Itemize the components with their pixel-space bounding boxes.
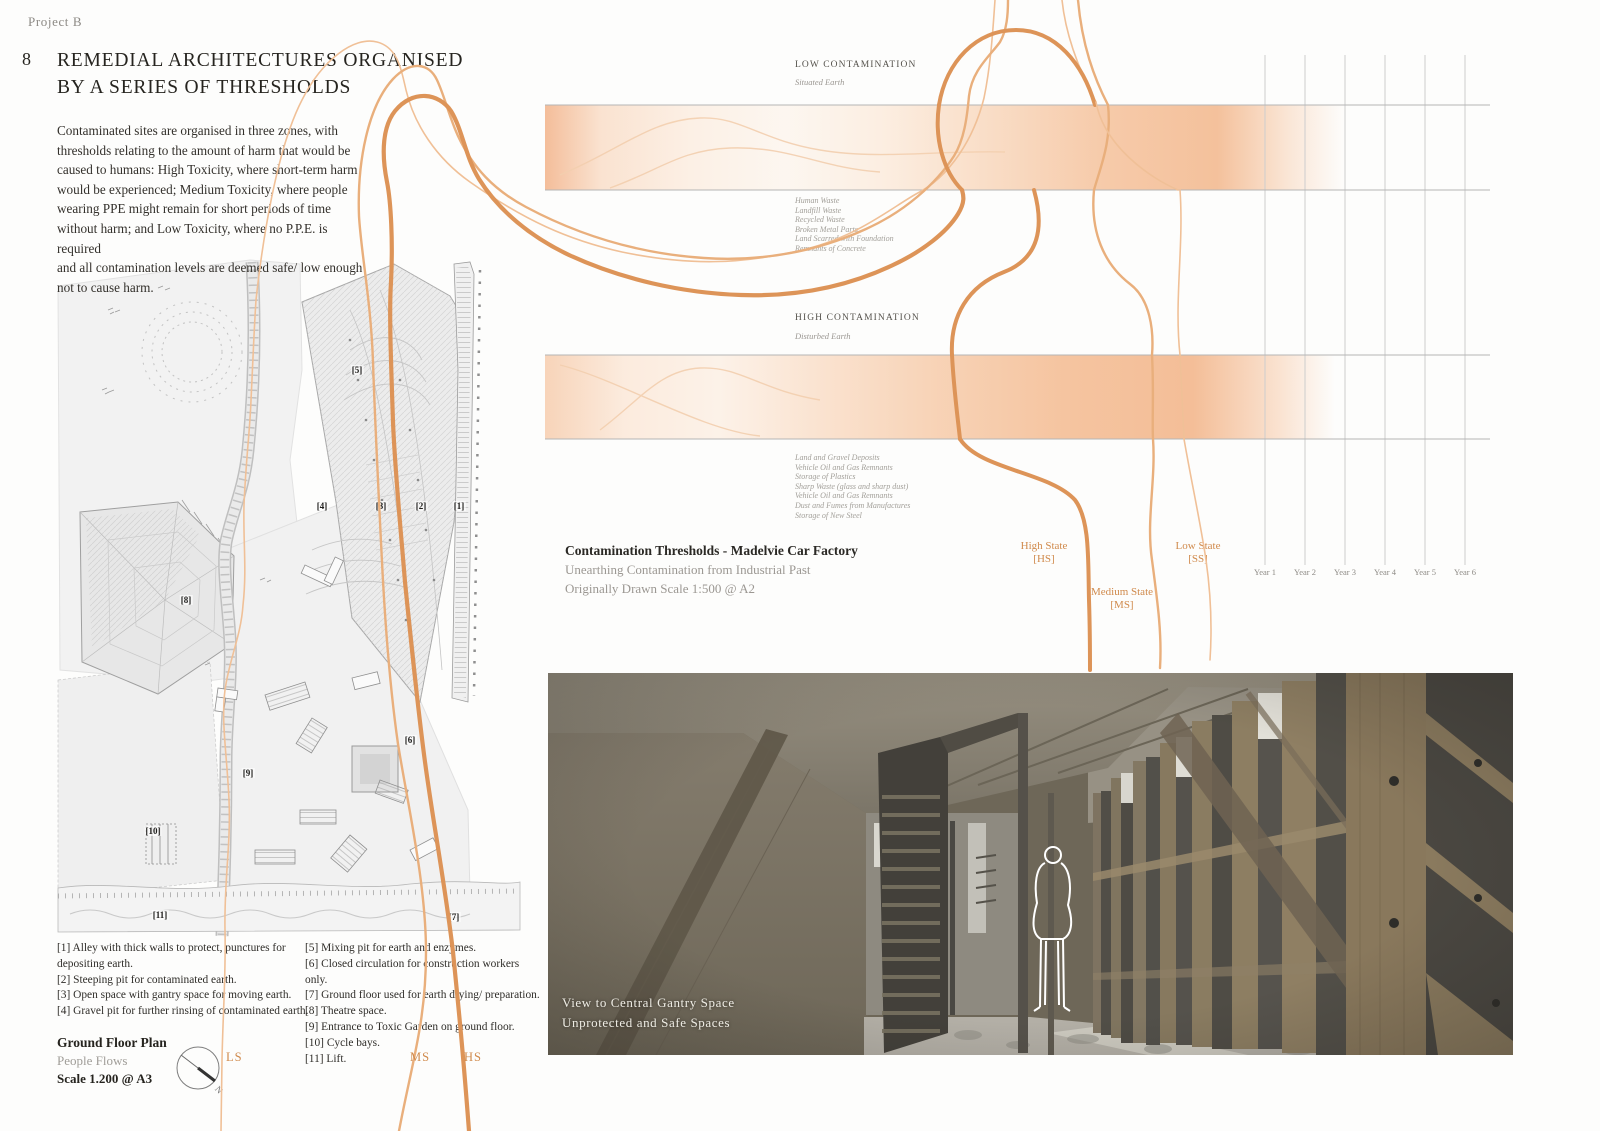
low-contamination-sublabel: Situated Earth xyxy=(795,77,845,87)
plan-marker: [6] xyxy=(404,735,416,745)
project-label: Project B xyxy=(28,14,83,29)
list-item: [9] Entrance to Toxic Garden on ground floor. xyxy=(305,1020,515,1033)
diagram-scale: Originally Drawn Scale 1:500 @ A2 xyxy=(565,581,755,596)
flow-label-ms: MS xyxy=(410,1050,431,1064)
plan-marker: [11] xyxy=(152,910,168,920)
plan-marker: [4] xyxy=(316,501,328,511)
high-contamination-list xyxy=(795,453,910,520)
plan-marker: [1] xyxy=(453,501,465,511)
plan-title-block xyxy=(57,1035,167,1087)
list-item: [2] Steeping pit for contaminated earth. xyxy=(57,973,237,986)
state-label: Low State [SS] xyxy=(1175,540,1221,565)
diagram-caption xyxy=(565,543,858,597)
list-item: [3] Open space with gantry space for moving earth. xyxy=(57,989,292,1002)
list-item: [11] Lift. xyxy=(305,1052,347,1065)
list-item: [8] Theatre space. xyxy=(305,1005,387,1018)
list-item: Human Waste xyxy=(795,196,840,205)
list-item: [4] Gravel pit for further rinsing of contaminated earth. xyxy=(57,1005,309,1018)
high-contamination-sublabel: Disturbed Earth xyxy=(795,331,851,341)
render-caption: View to Central Gantry Space Unprotected and Safe Spaces xyxy=(562,995,735,1030)
ground-floor-plan xyxy=(50,250,530,940)
page-title: REMEDIAL ARCHITECTURES ORGANISED BY A SERIES OF THRESHOLDS xyxy=(57,50,464,98)
year-tick-label: Year 1 xyxy=(1253,567,1277,577)
plan-marker: [3] xyxy=(375,501,387,511)
low-contamination-label: LOW CONTAMINATION xyxy=(795,60,917,70)
plan-subtitle: People Flows xyxy=(57,1053,128,1068)
north-compass-icon xyxy=(172,1044,228,1100)
interior-render xyxy=(548,673,1513,1055)
year-tick-label: Year 3 xyxy=(1333,567,1357,577)
plan-marker: [10] xyxy=(145,826,161,836)
list-item: Sharp Waste (glass and sharp dust) xyxy=(795,481,909,491)
plan-scale: Scale 1.200 @ A3 xyxy=(57,1071,153,1086)
section-number: 8 xyxy=(22,49,31,69)
list-item: Broken Metal Parts xyxy=(795,224,858,234)
low-contamination-list xyxy=(795,196,894,254)
list-item: Recycled Waste xyxy=(795,215,845,225)
list-item: Land Scarred with Foundation xyxy=(795,234,894,244)
high-contamination-band xyxy=(545,355,1335,439)
compass-north-letter: N xyxy=(213,1083,225,1096)
plan-marker: [2] xyxy=(415,501,427,511)
legend-column-1 xyxy=(57,941,309,1020)
state-label: High State [HS] xyxy=(1020,540,1068,565)
list-item: [1] Alley with thick walls to protect, punctures for depositing earth. xyxy=(57,942,286,970)
list-item: Storage of New Steel xyxy=(795,510,862,520)
list-item: [6] Closed circulation for construction workers only. xyxy=(305,957,520,986)
list-item: Dust and Fumes from Manufactures xyxy=(795,500,911,510)
year-tick-label: Year 2 xyxy=(1293,567,1317,577)
list-item: Remnants of Concrete xyxy=(795,243,866,253)
list-item: Storage of Plastics xyxy=(795,472,856,482)
diagram-subtitle: Unearthing Contamination from Industrial Past xyxy=(565,562,811,577)
diagram-title: Contamination Thresholds - Madelvie Car Factory xyxy=(565,543,858,558)
plan-title: Ground Floor Plan xyxy=(57,1035,167,1050)
plan-marker: [7] xyxy=(448,912,460,922)
low-contamination-band xyxy=(545,105,1345,190)
year-axis xyxy=(1245,567,1505,581)
list-item: [7] Ground floor used for earth drying/ preparation. xyxy=(305,989,540,1002)
list-item: Vehicle Oil and Gas Remnants xyxy=(795,462,893,472)
list-item: Landfill Waste xyxy=(795,205,842,215)
flow-label-hs: HS xyxy=(464,1050,482,1064)
legend-column-2 xyxy=(305,941,543,1067)
plan-marker: [8] xyxy=(180,595,192,605)
plan-marker: [9] xyxy=(242,768,254,778)
list-item: Land and Gravel Deposits xyxy=(795,453,880,462)
list-item: [5] Mixing pit for earth and enzymes. xyxy=(305,942,477,954)
year-tick-label: Year 6 xyxy=(1453,567,1477,577)
list-item: Vehicle Oil and Gas Remnants xyxy=(795,491,893,501)
list-item: [10] Cycle bays. xyxy=(305,1036,380,1049)
flow-label-ls: LS xyxy=(226,1050,243,1064)
year-tick-label: Year 5 xyxy=(1413,567,1437,577)
state-label: Medium State [MS] xyxy=(1090,586,1154,611)
plan-marker: [5] xyxy=(351,365,363,375)
high-contamination-label: HIGH CONTAMINATION xyxy=(795,313,920,323)
year-tick-label: Year 4 xyxy=(1373,567,1397,577)
intro-paragraph: Contaminated sites are organised in three zones, with thresholds relating to the amount of harm that would be caused to humans: High Toxicity, where short-term harm would be experienced; Medium Toxicity, where people wearing PPE might remain for short periods of time without harm; and Low Toxicity, where no P.P.E. is required and all contamination levels are deemed safe/ low enough not to cause harm. xyxy=(57,123,363,295)
